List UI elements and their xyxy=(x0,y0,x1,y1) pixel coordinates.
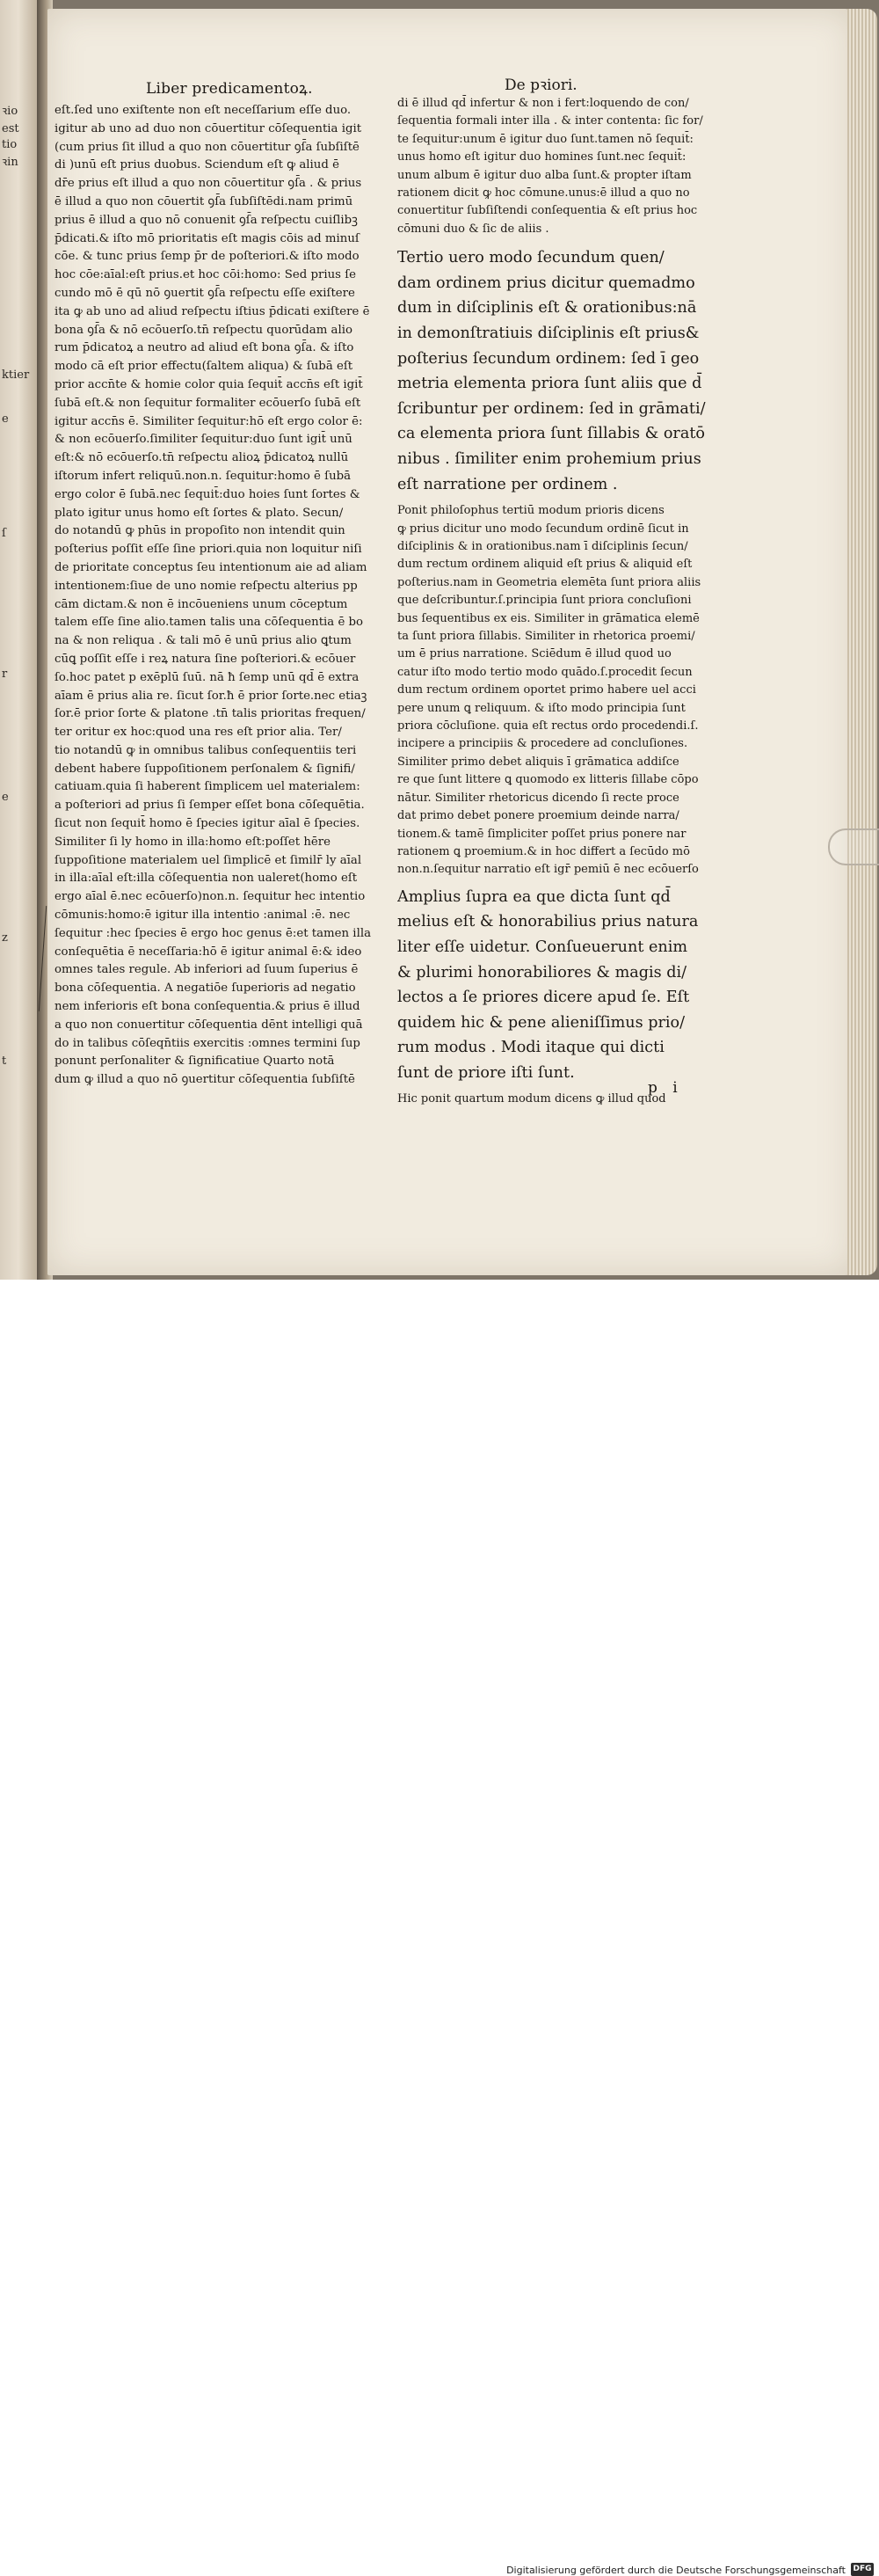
text-line: ē illud a quo non cōuertit ꝯſ̄a ſubſiſtēdi.nam primū xyxy=(54,194,353,208)
text-line: um ē prius narratione. Sciēdum ē illud quod uo xyxy=(397,647,672,661)
text-line: nibus . ſimiliter enim prohemium prius xyxy=(397,450,701,468)
text-line: ta ſunt priora ſillabis. Similiter in rhetorica proemi/ xyxy=(397,630,695,644)
text-line: a poſteriori ad prius ſi ſemper eſſet bona cōſequētia. xyxy=(54,799,365,813)
running-head-right: De pꝛiori. xyxy=(505,77,578,94)
previous-page-fragment: tio xyxy=(2,138,18,151)
text-line: ſubā eſt.& non ſequitur formaliter ecōuerſo ſubā eſt xyxy=(54,396,361,410)
text-line: in illa:aīal eſt:illa cōſequentia non ualeret(homo eſt xyxy=(54,872,358,886)
previous-page-fragment: z xyxy=(2,931,8,945)
previous-page-fragment: e xyxy=(2,412,9,426)
previous-page-fragment: t xyxy=(2,1054,7,1068)
text-line: ſo.hoc patet p exēplū ſuū. nā ħ ſemp unū qd̄ ē extra xyxy=(54,670,360,684)
footer-bar xyxy=(0,1280,879,2576)
text-line: ter oritur ex hoc:quod una res eſt prior alia. Ter/ xyxy=(54,726,342,740)
text-line: dum ꝙ illud a quo nō ꝯuertitur cōſequentia ſubſiſtē xyxy=(54,1073,355,1087)
text-line: quidem hic & pene alieniſſimus prio/ xyxy=(397,1013,686,1032)
text-line: cōmunis:homo:ē igitur illa intentio :animal :ē. nec xyxy=(54,909,351,923)
text-line: Amplius ſupra ea que dicta ſunt qd̄ xyxy=(397,887,671,906)
text-line: dum in diſciplinis eſt & orationibus:nā xyxy=(397,299,697,317)
text-line: nātur. Similiter rhetoricus dicendo ſi recte proce xyxy=(397,791,679,805)
text-line: rum modus . Modi itaque qui dicti xyxy=(397,1039,665,1057)
text-line: catur iſto modo tertio modo quādo.ſ.procedit ſecun xyxy=(397,665,693,679)
text-line: do notandū ꝙ phūs in propoſito non intendit quin xyxy=(54,524,345,538)
text-line: lectos a ſe priores dicere apud ſe. Eſt xyxy=(397,989,690,1007)
text-line: non.n.ſequitur narratio eſt igr̄ pemiū ē nec ecōuerſo xyxy=(397,863,699,877)
text-line: cōe. & tunc prius ſemp p̄r de poſteriori.& iſto modo xyxy=(54,250,360,264)
signature-mark: p i xyxy=(648,1079,683,1097)
text-line: bona ꝯſ̄a & nō ecōuerſo.tn̄ reſpectu quorūdam alio xyxy=(54,323,352,337)
text-line: eſt.ſed uno exiſtente non eſt neceſſarium eſſe duo. xyxy=(54,104,352,117)
text-line: ſequentia formali inter illa . & inter contenta: ſic for/ xyxy=(397,114,703,128)
text-line: de prioritate conceptus ſeu intentionum aie ad aliam xyxy=(54,560,367,574)
text-line: di )unū eſt prius duobus. Sciendum eſt ꝙ aliud ē xyxy=(54,158,339,172)
text-line: ſor.ē prior ſorte & platone .tn̄ talis prioritas frequen/ xyxy=(54,707,366,721)
text-line: rum p̄dicatoꝝ a neutro ad aliud eſt bona ꝯſ̄a. & iſto xyxy=(54,341,354,355)
text-line: cundo mō ē qū nō ꝯuertit ꝯſ̄a reſpectu eſſe exiſtere xyxy=(54,286,355,300)
running-head-left: Liber predicamentoꝝ. xyxy=(146,80,313,98)
previous-page-fragment: ꝛio xyxy=(2,105,18,118)
text-line: dam ordinem prius dicitur quemadmo xyxy=(397,274,695,292)
text-line: ponunt perſonaliter & ſignificatiue Quarto notā xyxy=(54,1054,335,1069)
text-line: dat primo debet ponere proemium deinde narra/ xyxy=(397,809,679,823)
text-line: metria elementa priora ſunt aliis que d̄ xyxy=(397,375,702,393)
text-line: rationem dicit ꝙ hoc cōmune.unus:ē illud a quo no xyxy=(397,186,690,201)
text-line: Hic ponit quartum modum dicens ꝙ illud quod xyxy=(397,1092,666,1106)
text-line: unus homo eſt igitur duo homines ſunt.nec ſequit̄: xyxy=(397,150,686,164)
text-line: cām dictam.& non ē incōueniens unum cōceptum xyxy=(54,597,348,611)
text-line: & non ecōuerſo.ſimiliter ſequitur:duo ſunt igit̄ unū xyxy=(54,433,352,447)
page-stack-edge xyxy=(847,9,877,1275)
previous-page-fragment: ꝛin xyxy=(2,156,18,169)
text-line: ſunt de priore iſti ſunt. xyxy=(397,1063,575,1082)
text-line: Similiter ſi ly homo in illa:homo eſt:poſſet hēre xyxy=(54,835,331,849)
text-line: na & non reliqua . & tali mō ē unū prius alio ꝗtum xyxy=(54,634,352,648)
text-line: di ē illud qd̄ infertur & non i fert:loquendo de con/ xyxy=(397,97,689,110)
funding-notice: Digitalisierung gefördert durch die Deutsche Forschungsgemeinschaft xyxy=(506,2565,846,2576)
text-line: catiuam.quia ſi haberent ſimplicem uel materialem: xyxy=(54,780,360,794)
text-line: cūꝗ poſſit eſſe i reꝝ natura ſine poſteriori.& ecōuer xyxy=(54,652,356,666)
text-line: igitur accn̄s ē. Similiter ſequitur:hō eſt ergo color ē: xyxy=(54,414,363,428)
text-line: dr̄e prius eſt illud a quo non cōuertitur ꝯſ̄a . & prius xyxy=(54,177,362,191)
text-line: plato igitur unus homo eſt ſortes & plato. Secun/ xyxy=(54,506,344,520)
text-line: & plurimi honorabiliores & magis di/ xyxy=(397,963,687,982)
text-line: p̄dicati.& iſto mō prioritatis eſt magis cōis ad minuſ xyxy=(54,231,360,245)
previous-page-fragment: r xyxy=(2,668,8,681)
text-line: que deſcribuntur.ſ.principia ſunt priora concluſioni xyxy=(397,594,692,608)
text-line: rationem ꝗ proemium.& in hoc differt a ſecūdo mō xyxy=(397,844,690,858)
text-line: omnes tales regule. Ab inferiori ad ſuum ſuperius ē xyxy=(54,963,359,977)
text-line: dum rectum ordinem oportet primo habere uel acci xyxy=(397,683,696,697)
right-column xyxy=(397,95,714,1109)
scanned-book-spread xyxy=(0,0,879,1280)
text-line: ſcribuntur per ordinem: ſed in grāmati/ xyxy=(397,399,706,418)
text-line: debent habere ſuppoſitionem perſonalem & ſignifi/ xyxy=(54,762,355,776)
text-line: ꝙ prius dicitur uno modo ſecundum ordinē ſicut in xyxy=(397,522,689,536)
text-line: poſterius poſſit eſſe ſine priori.quia non loquitur niſi xyxy=(54,543,362,557)
text-line: liter eſſe uidetur. Conſueuerunt enim xyxy=(397,938,688,956)
text-line: in demonſtratiuis diſciplinis eſt prius& xyxy=(397,325,700,343)
text-line: (cum prius ſit illud a quo non cōuertitur ꝯſ̄a ſubſiſtē xyxy=(54,140,360,154)
text-line: poſterius.nam in Geometria elemēta ſunt priora aliis xyxy=(397,575,701,589)
text-line: poſterius ſecundum ordinem: ſed ī geo xyxy=(397,349,700,368)
text-line: re que ſunt littere ꝗ quomodo ex litteris ſillabe cōpo xyxy=(397,773,699,787)
text-line: eſt:& nō ecōuerſo.tn̄ reſpectu alioꝝ p̄dicatoꝝ nullū xyxy=(54,451,349,465)
text-line: ergo color ē ſubā.nec ſequit̄:duo hoies ſunt ſortes & xyxy=(54,487,360,501)
text-line: a quo non conuertitur cōſequentia dēnt intelligi quā xyxy=(54,1018,363,1032)
commentary-block-2 xyxy=(397,502,714,879)
text-line: priora cōcluſione. quia eſt rectus ordo procedendi.ſ. xyxy=(397,719,699,733)
left-column xyxy=(54,102,381,1090)
previous-page-fragment: ſ xyxy=(2,527,6,540)
text-line: nem inferioris eſt bona conſequentia.& prius ē illud xyxy=(54,1000,360,1014)
text-line: talem eſſe ſine alio.tamen talis una cōſequentia ē bo xyxy=(54,616,364,630)
text-line: Tertio uero modo ſecundum quen/ xyxy=(397,249,665,267)
text-line: diſciplinis & in orationibus.nam ī diſciplinis ſecun/ xyxy=(397,540,688,553)
text-line: bus ſequentibus ex eis. Similiter in grāmatica elemē xyxy=(397,611,700,625)
dfg-logo: DFG xyxy=(851,2563,874,2576)
text-line: pere unum ꝗ reliquum. & iſto modo principia ſunt xyxy=(397,701,686,715)
text-line: dum rectum ordinem aliquid eſt prius & aliquid eſt xyxy=(397,558,693,572)
text-line: prius ē illud a quo nō conuenit ꝯſ̄a reſpectu cuiſlibꝫ xyxy=(54,213,358,227)
text-line: eſt narratione per ordinem . xyxy=(397,475,618,493)
text-line: Ponit philoſophus tertiū modum prioris dicens xyxy=(397,504,665,518)
text-line: Similiter primo debet aliquis ī grāmatica addiſce xyxy=(397,755,679,769)
text-block-tertio xyxy=(397,245,714,497)
text-line: ſequitur :hec ſpecies ē ergo hoc genus ē:et tamen illa xyxy=(54,926,371,940)
text-line: ergo aīal ē.nec ecōuerſo)non.n. ſequitur hec intentio xyxy=(54,890,366,904)
previous-page-fragment: est xyxy=(2,122,19,135)
text-line: tionem.& tamē ſimpliciter poſſet prius ponere nar xyxy=(397,827,686,841)
text-line: incipere a principiis & procedere ad concluſiones. xyxy=(397,737,688,751)
text-line: do in talibus cōſeqn̄tiis exercitis :omnes termini ſup xyxy=(54,1036,360,1050)
text-line: cōmuni duo & ſic de aliis . xyxy=(397,222,549,236)
text-line: te ſequitur:unum ē igitur duo ſunt.tamen nō ſequit̄: xyxy=(397,132,694,146)
text-line: unum album ē igitur duo alba ſunt.& propter iſtam xyxy=(397,168,692,182)
text-line: conſequētia ē neceſſaria:hō ē igitur animal ē:& ideo xyxy=(54,945,362,959)
text-line: igitur ab uno ad duo non cōuertitur cōſequentia igit xyxy=(54,121,362,135)
text-line: melius eſt & honorabilius prius natura xyxy=(397,913,699,931)
text-line: ca elementa priora ſunt ſillabis & oratō xyxy=(397,425,705,443)
text-line: ita ꝙ ab uno ad aliud reſpectu iſtius p̄dicati exiſtere ē xyxy=(54,304,370,318)
previous-page-edge xyxy=(0,0,37,1280)
text-line: iſtorum infert reliquū.non.n. ſequitur:homo ē ſubā xyxy=(54,469,352,483)
previous-page-fragment: ktier xyxy=(2,369,30,382)
text-line: hoc cōe:aīal:eſt prius.et hoc cōi:homo: Sed prius ſe xyxy=(54,268,356,282)
previous-page-fragment: e xyxy=(2,791,9,804)
text-line: intentionem:ſiue de uno nomie reſpectu alterius pp xyxy=(54,579,358,593)
text-line: ſuppoſitione materialem uel ſimplicē et ſimilr̄ ly aīal xyxy=(54,853,362,867)
text-line: conuertitur ſubſiſtendi conſequentia & eſt prius hoc xyxy=(397,204,698,218)
text-line: prior accn̄te & homie color quia ſequit̄ accn̄s eſt igit̄ xyxy=(54,377,363,391)
text-line: tio notandū ꝙ in omnibus talibus conſequentiis teri xyxy=(54,743,357,757)
commentary-block-1 xyxy=(397,95,714,238)
page-clip xyxy=(828,828,879,865)
text-line: aīam ē prius alia re. ſicut ſor.ħ ē prior ſorte.nec etiaꝫ xyxy=(54,689,367,703)
text-line: ſicut non ſequit̄ homo ē ſpecies igitur aīal ē ſpecies. xyxy=(54,817,360,831)
text-block-amplius xyxy=(397,885,714,1086)
text-line: bona cōſequentia. A negatiōe ſuperioris ad negatio xyxy=(54,982,356,996)
text-line: modo cā eſt prior effectu(ſaltem aliqua) & ſubā eſt xyxy=(54,360,353,374)
